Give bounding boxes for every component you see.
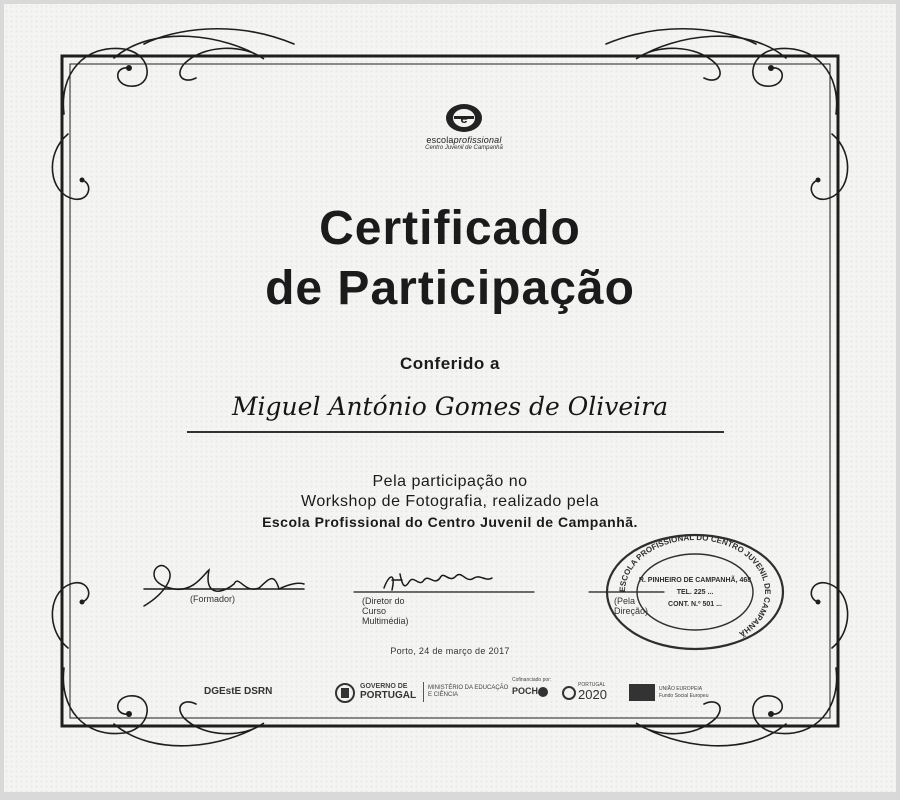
ministry-line-1: MINISTÉRIO DA EDUCAÇÃO: [428, 685, 509, 691]
gov-label-1: GOVERNO DE: [360, 683, 408, 690]
logo-subtitle: Centro Juvenil de Campanhã: [425, 145, 503, 151]
signature-label-formador: (Formador): [190, 594, 236, 604]
signature-label-direcao: (Pela Direção): [614, 596, 649, 616]
certificate-body: [4, 472, 896, 532]
gov-label-2: PORTUGAL: [360, 690, 417, 701]
recipient-name: Miguel António Gomes de Oliveira: [231, 392, 669, 421]
svg-text:ESCOLA PROFISSIONAL DO CENTRO: [618, 533, 772, 639]
body-line-3: Escola Profissional do Centro Juvenil de Campanhã.: [262, 514, 638, 530]
certificate-sheet: [4, 4, 896, 792]
eu-flag-icon: [629, 684, 655, 701]
p2020-small-label: PORTUGAL: [578, 682, 606, 688]
signature-label-diretor: (Diretor do Curso Multimédia): [362, 596, 409, 626]
title-line-1: Certificado: [319, 202, 581, 255]
cofunded-label: Cofinanciado por:: [512, 677, 552, 683]
title-line-2: de Participação: [265, 262, 635, 315]
partner-divider: [423, 682, 424, 702]
school-logo: [399, 102, 529, 151]
body-line-2: Workshop de Fotografia, realizado pela: [301, 493, 599, 510]
official-stamp: [600, 532, 790, 652]
body-line-1: Pela participação no: [372, 473, 528, 490]
ministry-line-2: E CIÊNCIA: [428, 692, 459, 698]
portugal-coat-of-arms-icon: [334, 682, 356, 704]
issue-date: Porto, 24 de março de 2017: [390, 646, 510, 656]
poch-logo: POCH: [512, 686, 539, 696]
dgeste-dsrn-logo: DGEstE DSRN: [204, 686, 273, 697]
poch-mark-icon: [537, 686, 549, 698]
eu-line-2: Fundo Social Europeu: [659, 693, 709, 699]
stamp-ring-text: ESCOLA PROFISSIONAL DO CENTRO JUVENIL DE CAMPANHÃ: [617, 532, 773, 639]
stamp-inner-line-2: TEL. 225 ...: [676, 589, 714, 596]
name-underline: [187, 431, 724, 433]
logo-name: escolaprofissional: [426, 135, 502, 145]
certificate-title: [4, 199, 896, 319]
stamp-inner-line-1: R. PINHEIRO DE CAMPANHÃ, 468: [638, 577, 752, 584]
stamp-inner-line-3: CONT. N.º 501 ...: [668, 601, 722, 608]
school-logo-icon: [444, 102, 484, 134]
partner-logos: [4, 674, 896, 714]
svg-text:e: e: [460, 111, 468, 126]
portugal-2020-mark-icon: [562, 686, 576, 700]
portugal-2020-logo: 2020: [578, 687, 607, 702]
conferred-label: Conferido a: [400, 354, 500, 373]
eu-line-1: UNIÃO EUROPEIA: [659, 686, 703, 692]
